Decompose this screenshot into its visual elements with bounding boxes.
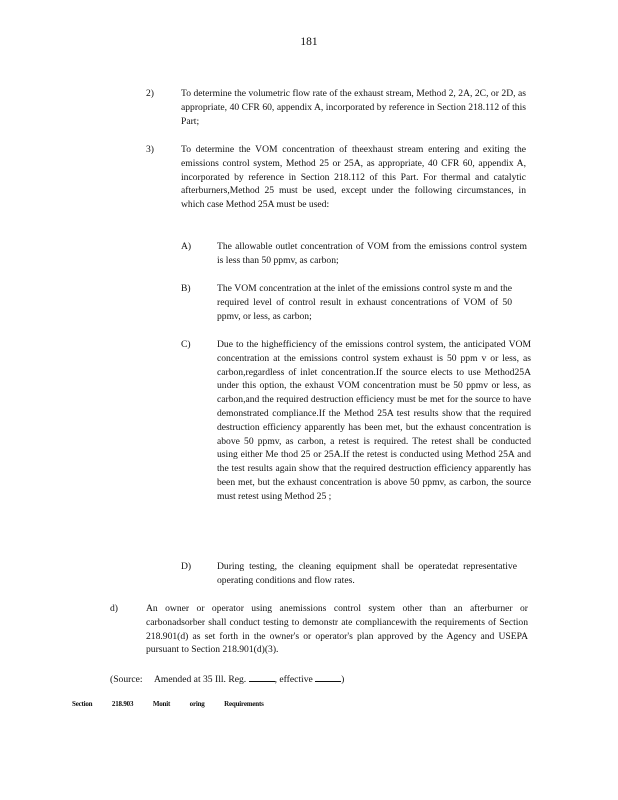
subitem-text: The VOM concentration at the inlet of the emissions control syste m and the required level of control result in exhaust concentrations of VOM of 50 ppmv, or less, as carbon;	[217, 283, 512, 322]
item-text: To determine the volumetric flow rate of the exhaust stream, Method 2, 2A, 2C, or 2D, as appropriate, 40 CFR 60, appendix A, incorporated by reference in Section 218.112 of this Part;	[181, 88, 526, 127]
source-effective: , effective	[274, 674, 313, 685]
section-heading: Section 218.903 Monit oring Requirements	[72, 700, 264, 708]
source-amended: Amended at 35 Ill. Reg.	[153, 674, 247, 685]
source-suffix: )	[341, 674, 345, 685]
subitem-text: During testing, the cleaning equipment shall be operatedat representative operating conditions and flow rates.	[217, 561, 517, 586]
item-label: 2)	[146, 88, 154, 99]
source-prefix: (Source:	[110, 674, 143, 685]
subitem-label: B)	[181, 283, 191, 294]
subitem-text: The allowable outlet concentration of VOM from the emissions control system is less than 50 ppmv, as carbon;	[217, 241, 527, 266]
source-note	[110, 672, 344, 687]
subitem-text: Due to the highefficiency of the emissions control system, the anticipated VOM concentration at the emissions control system exhaust is 50 ppm v or less, as carbon,regardless of inlet concentration.If the source elects to use Method25A under this option, the exhaust VOM concentration must be 50 ppmv or less, as carbon,and the required destruction efficiency must be met for the source to have demonstrated compliance.If the Method 25A test results show that the required destruction efficiency apparently has been met, but the exhaust concentration is above 50 ppmv, as carbon, a retest is required. The retest shall be conducted using either Me thod 25 or 25A.If the retest is conducted using Method 25A and the test results again show that the required destruction efficiency apparently has been met, but the exhaust concentration is above 50 ppmv, as carbon, the source must retest using Method 25 ;	[217, 339, 531, 502]
item-text: An owner or operator using anemissions control system other than an afterburner or carbonadsorber shall conduct testing to demonstr ate compliancewith the requirements of Section 218.901(d) as set forth in the owner's or operator's plan approved by the Agency and USEPA pursuant to Section 218.901(d)(3).	[146, 603, 528, 656]
item-label: 3)	[146, 144, 154, 155]
item-label: d)	[110, 603, 118, 614]
item-text: To determine the VOM concentration of theexhaust stream entering and exiting the emissions control system, Method 25 or 25A, as appropriate, 40 CFR 60, appendix A, incorporated by reference in Section 218.112 of this Part. For thermal and catalytic afterburners,Method 25 must be used, except under the following circumstances, in which case Method 25A must be used:	[181, 144, 526, 211]
page-number: 181	[300, 36, 318, 48]
subitem-label: A)	[181, 241, 192, 252]
subitem-label: D)	[181, 561, 192, 572]
blank-line	[249, 672, 275, 682]
blank-line	[315, 672, 341, 682]
subitem-label: C)	[181, 339, 191, 350]
